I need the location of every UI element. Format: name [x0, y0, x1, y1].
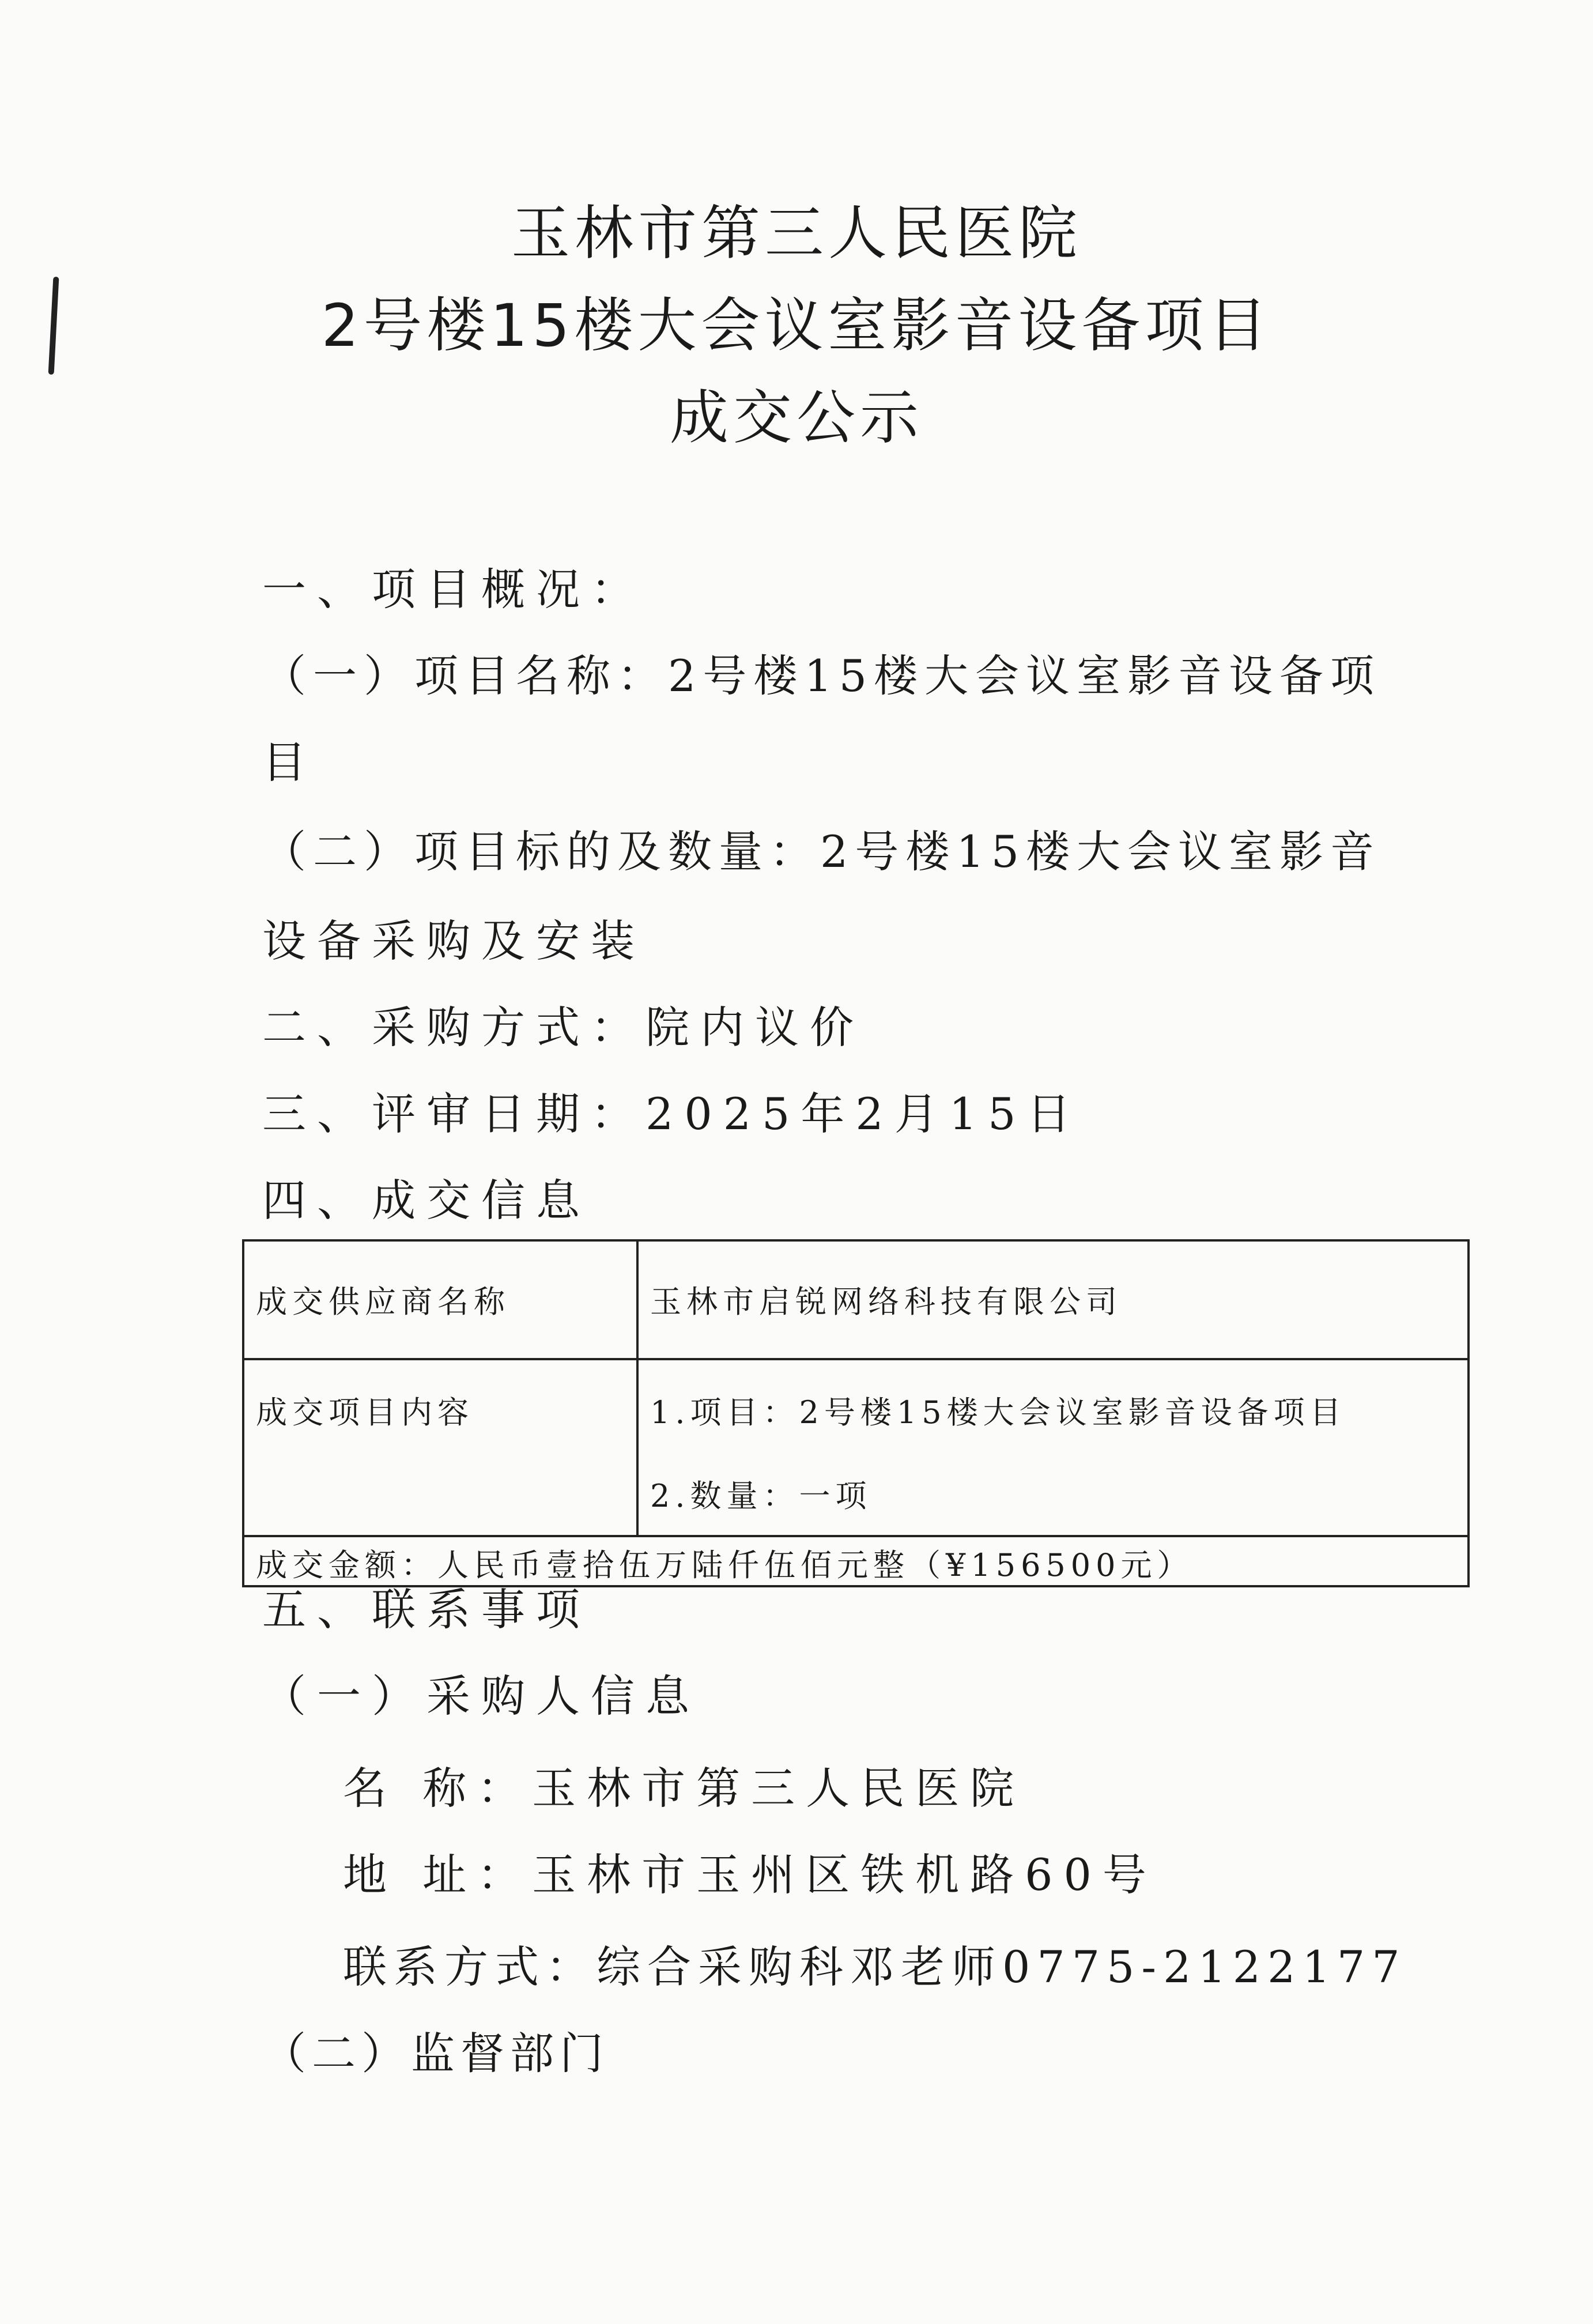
supplier-value: 玉林市启锐网络科技有限公司 — [637, 1240, 1469, 1359]
content-item-quantity: 2.数量：一项 — [650, 1478, 872, 1514]
purchaser-address: 地 址：玉林市玉州区铁机路60号 — [343, 1849, 1157, 1900]
purchaser-contact: 联系方式：综合采购科邓老师0775-2122177 — [343, 1941, 1407, 1993]
title-notice: 成交公示 — [670, 384, 923, 452]
deal-info-table — [242, 1239, 1470, 1587]
title-project: 2号楼15楼大会议室影音设备项目 — [321, 292, 1272, 360]
project-name-line1: （一）项目名称：2号楼15楼大会议室影音设备项 — [262, 650, 1381, 701]
section-5-heading: 五、联系事项 — [262, 1584, 591, 1635]
amount-row — [243, 1536, 1469, 1586]
procurement-method: 二、采购方式：院内议价 — [262, 1002, 865, 1053]
purchaser-name: 名 称：玉林市第三人民医院 — [343, 1763, 1025, 1814]
content-value — [637, 1359, 1469, 1536]
content-label: 成交项目内容 — [243, 1359, 637, 1536]
supplier-label: 成交供应商名称 — [243, 1240, 637, 1359]
supplier-row — [243, 1240, 1469, 1359]
project-name-line2: 目 — [262, 737, 317, 788]
project-subject-line1: （二）项目标的及数量：2号楼15楼大会议室影音 — [262, 826, 1381, 877]
title-hospital: 玉林市第三人民医院 — [511, 199, 1082, 268]
purchaser-info-heading: （一）采购人信息 — [262, 1670, 700, 1722]
content-row — [243, 1359, 1469, 1536]
project-subject-line2: 设备采购及安装 — [262, 915, 645, 967]
review-date: 三、评审日期：2025年2月15日 — [262, 1088, 1082, 1140]
content-item-project: 1.项目：2号楼15楼大会议室影音设备项目 — [650, 1394, 1346, 1431]
section-1-heading: 一、项目概况： — [262, 564, 645, 615]
supervision-heading: （二）监督部门 — [262, 2028, 609, 2079]
deal-amount: 成交金额：人民币壹拾伍万陆仟伍佰元整（¥156500元） — [243, 1536, 1469, 1586]
section-4-heading: 四、成交信息 — [262, 1175, 591, 1226]
